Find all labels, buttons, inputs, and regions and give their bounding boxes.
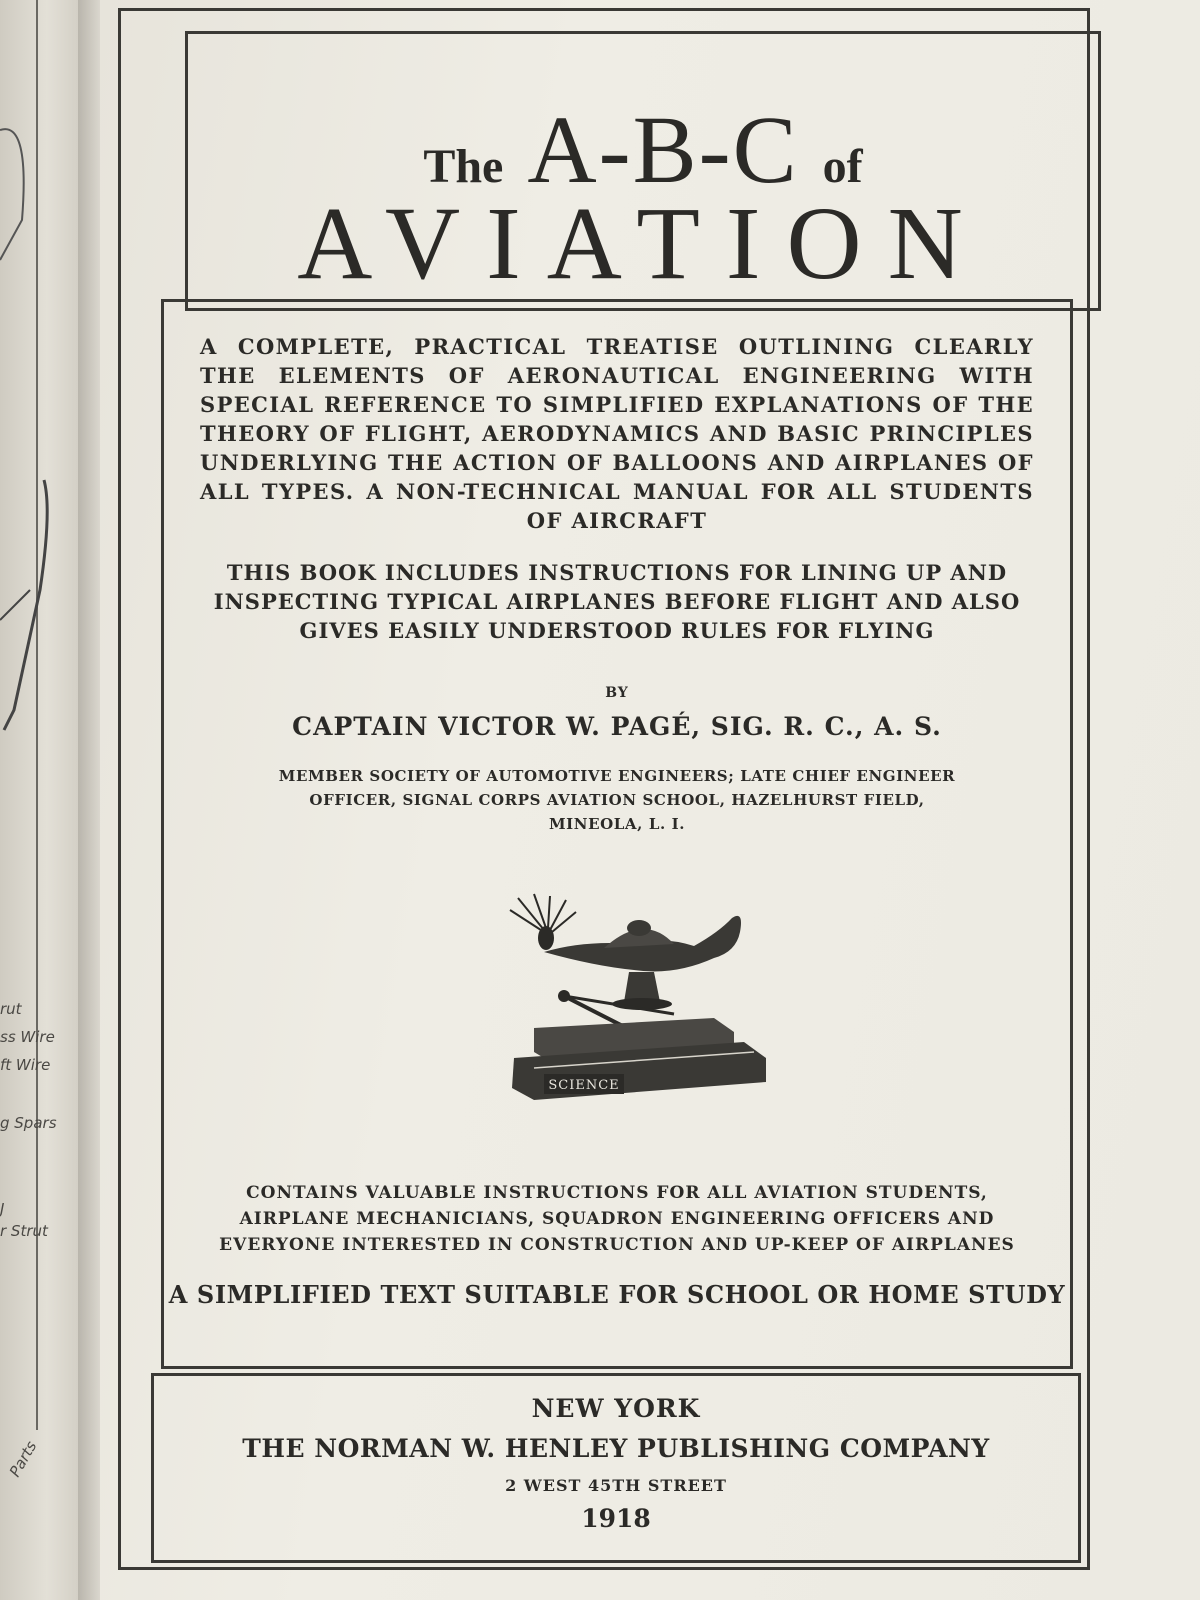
publication-year: 1918 (581, 1504, 651, 1533)
facing-label-6: r Strut (0, 1222, 48, 1240)
by-label: BY (605, 685, 629, 701)
author-affiliation: MEMBER SOCIETY OF AUTOMOTIVE ENGINEERS; LATE CHIEF ENGINEER OFFICER, SIGNAL CORPS AVIATION SCHOOL, HAZELHURST FIELD, MINEOLA, L. I. (278, 767, 956, 833)
facing-page (0, 0, 78, 1600)
author-name: CAPTAIN VICTOR W. PAGÉ, SIG. R. C., A. S. (292, 712, 942, 741)
content-box (161, 299, 1073, 1369)
tagline: A SIMPLIFIED TEXT SUITABLE FOR SCHOOL OR HOME STUDY (168, 1280, 1066, 1309)
description-paragraph: A COMPLETE, PRACTICAL TREATISE OUTLINING CLEARLY THE ELEMENTS OF AERONAUTICAL ENGINEERING WITH SPECIAL REFERENCE TO SIMPLIFIED EXPLANATIONS OF THE THEORY OF FLIGHT, AERODYNAMICS AND BASIC PRINCIPLES UNDERLYING THE ACTION OF BALLOONS AND AIRPLANES OF ALL TYPES. A NON-TECHNICAL MANUAL FOR ALL STUDENTS OF AIRCRAFT (200, 334, 1034, 533)
publisher-address: 2 WEST 45TH STREET (505, 1476, 727, 1495)
propeller-blade-drawing (0, 470, 78, 770)
facing-label-4: g Spars (0, 1114, 57, 1132)
facing-label-2: ss Wire (0, 1028, 55, 1046)
facing-label-5: J (0, 1200, 5, 1218)
title-of: of (822, 140, 863, 193)
propeller-drawing (0, 80, 78, 400)
title-the: The (423, 140, 504, 193)
title-aviation: AVIATION (297, 186, 989, 301)
includes-paragraph: THIS BOOK INCLUDES INSTRUCTIONS FOR LINING UP AND INSPECTING TYPICAL AIRPLANES BEFORE FLIGHT AND ALSO GIVES EASILY UNDERSTOOD RULES FOR FLYING (213, 560, 1021, 643)
publisher-city: NEW YORK (531, 1394, 701, 1423)
lamp-and-books-icon (504, 892, 784, 1107)
facing-label-3: ft Wire (0, 1056, 51, 1074)
contains-paragraph: CONTAINS VALUABLE INSTRUCTIONS FOR ALL AVIATION STUDENTS, AIRPLANE MECHANICIANS, SQUADRON ENGINEERING OFFICERS AND EVERYONE INTERESTED IN CONSTRUCTION AND UP-KEEP OF AIRPLANES (219, 1183, 1015, 1255)
title-page (100, 0, 1200, 1600)
publisher-box (151, 1373, 1081, 1563)
facing-label-1: rut (0, 1000, 22, 1018)
facing-label-7: Parts (5, 1437, 41, 1481)
title-abc: A-B-C (527, 96, 799, 203)
emblem-book-label: SCIENCE (548, 1078, 620, 1093)
outer-border (118, 8, 1090, 1570)
publisher-name: THE NORMAN W. HENLEY PUBLISHING COMPANY (242, 1434, 990, 1463)
title-box (185, 31, 1101, 311)
